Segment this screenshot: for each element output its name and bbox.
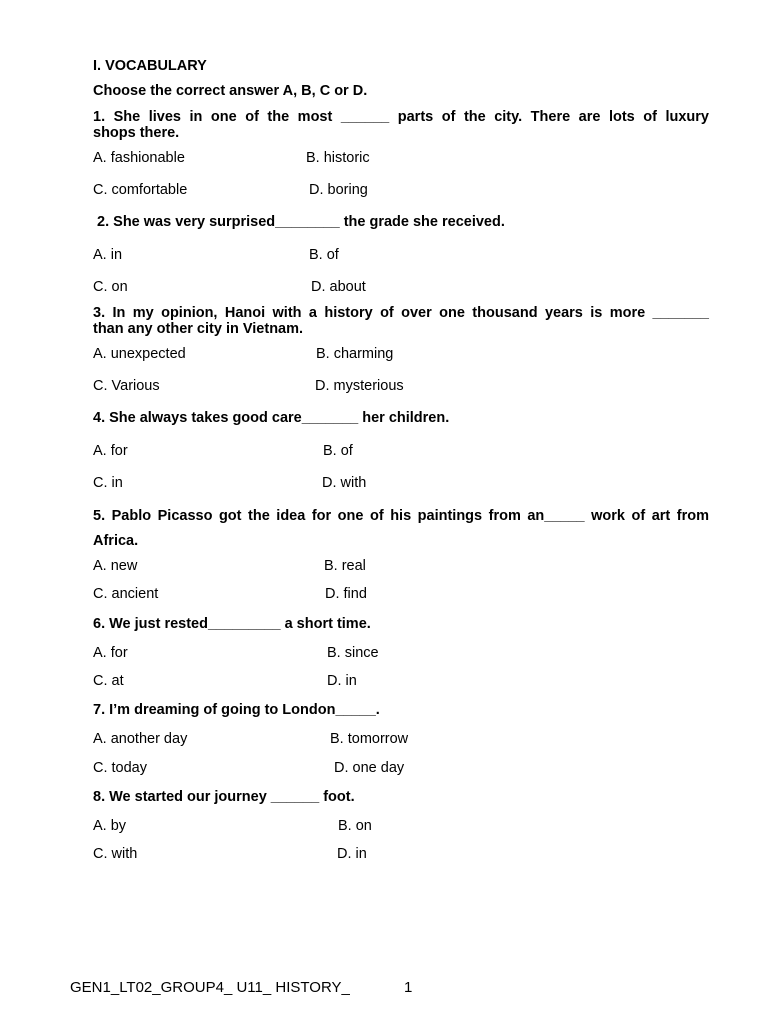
option-d: D. one day	[334, 760, 405, 776]
option-a: A. in	[93, 247, 123, 263]
section-title: I. VOCABULARY	[93, 58, 207, 74]
option-c: C. Various	[93, 378, 160, 394]
option-c: C. today	[93, 760, 147, 776]
option-d: D. mysterious	[315, 378, 404, 394]
option-b: B. since	[327, 645, 379, 661]
option-c: C. on	[93, 279, 128, 295]
option-a: A. for	[93, 443, 128, 459]
option-a: A. new	[93, 558, 138, 574]
option-b: B. on	[338, 818, 372, 834]
question-text: 2. She was very surprised________ the grade she received.	[93, 214, 505, 230]
footer-doc-id: GEN1_LT02_GROUP4_ U11_ HISTORY_	[70, 979, 350, 996]
question-line: 5. Pablo Picasso got the idea for one of his paintings from an_____ work of art from	[93, 508, 709, 524]
option-b: B. historic	[306, 150, 370, 166]
option-b: B. tomorrow	[330, 731, 409, 747]
option-c: C. with	[93, 846, 138, 862]
option-a: A. for	[93, 645, 128, 661]
question-line: than any other city in Vietnam.	[93, 321, 304, 337]
question-line: 1. She lives in one of the most ______ parts of the city. There are lots of luxury	[93, 109, 709, 125]
option-d: D. boring	[309, 182, 368, 198]
question-text: 4. She always takes good care_______ her children.	[93, 410, 450, 426]
option-b: B. of	[323, 443, 353, 459]
instruction: Choose the correct answer A, B, C or D.	[93, 83, 368, 99]
option-a: A. fashionable	[93, 150, 185, 166]
footer-page-number: 1	[404, 979, 413, 996]
question-text: 8. We started our journey ______ foot.	[93, 789, 355, 805]
question-line: shops there.	[93, 125, 180, 141]
question-text	[93, 305, 709, 337]
question-text	[93, 504, 709, 554]
option-a: A. another day	[93, 731, 188, 747]
question-text: 7. I’m dreaming of going to London_____.	[93, 702, 380, 718]
option-d: D. in	[337, 846, 367, 862]
option-d: D. with	[322, 475, 367, 491]
option-b: B. real	[324, 558, 366, 574]
option-b: B. of	[309, 247, 339, 263]
option-c: C. in	[93, 475, 123, 491]
option-d: D. find	[325, 586, 367, 602]
option-b: B. charming	[316, 346, 394, 362]
option-c: C. ancient	[93, 586, 159, 602]
option-c: C. comfortable	[93, 182, 188, 198]
option-c: C. at	[93, 673, 124, 689]
question-text	[93, 109, 709, 141]
option-d: D. about	[311, 279, 366, 295]
option-d: D. in	[327, 673, 357, 689]
option-a: A. by	[93, 818, 127, 834]
option-a: A. unexpected	[93, 346, 186, 362]
question-line: 3. In my opinion, Hanoi with a history of over one thousand years is more _______	[93, 305, 709, 321]
question-text: 6. We just rested_________ a short time.	[93, 616, 371, 632]
question-line: Africa.	[93, 533, 139, 549]
